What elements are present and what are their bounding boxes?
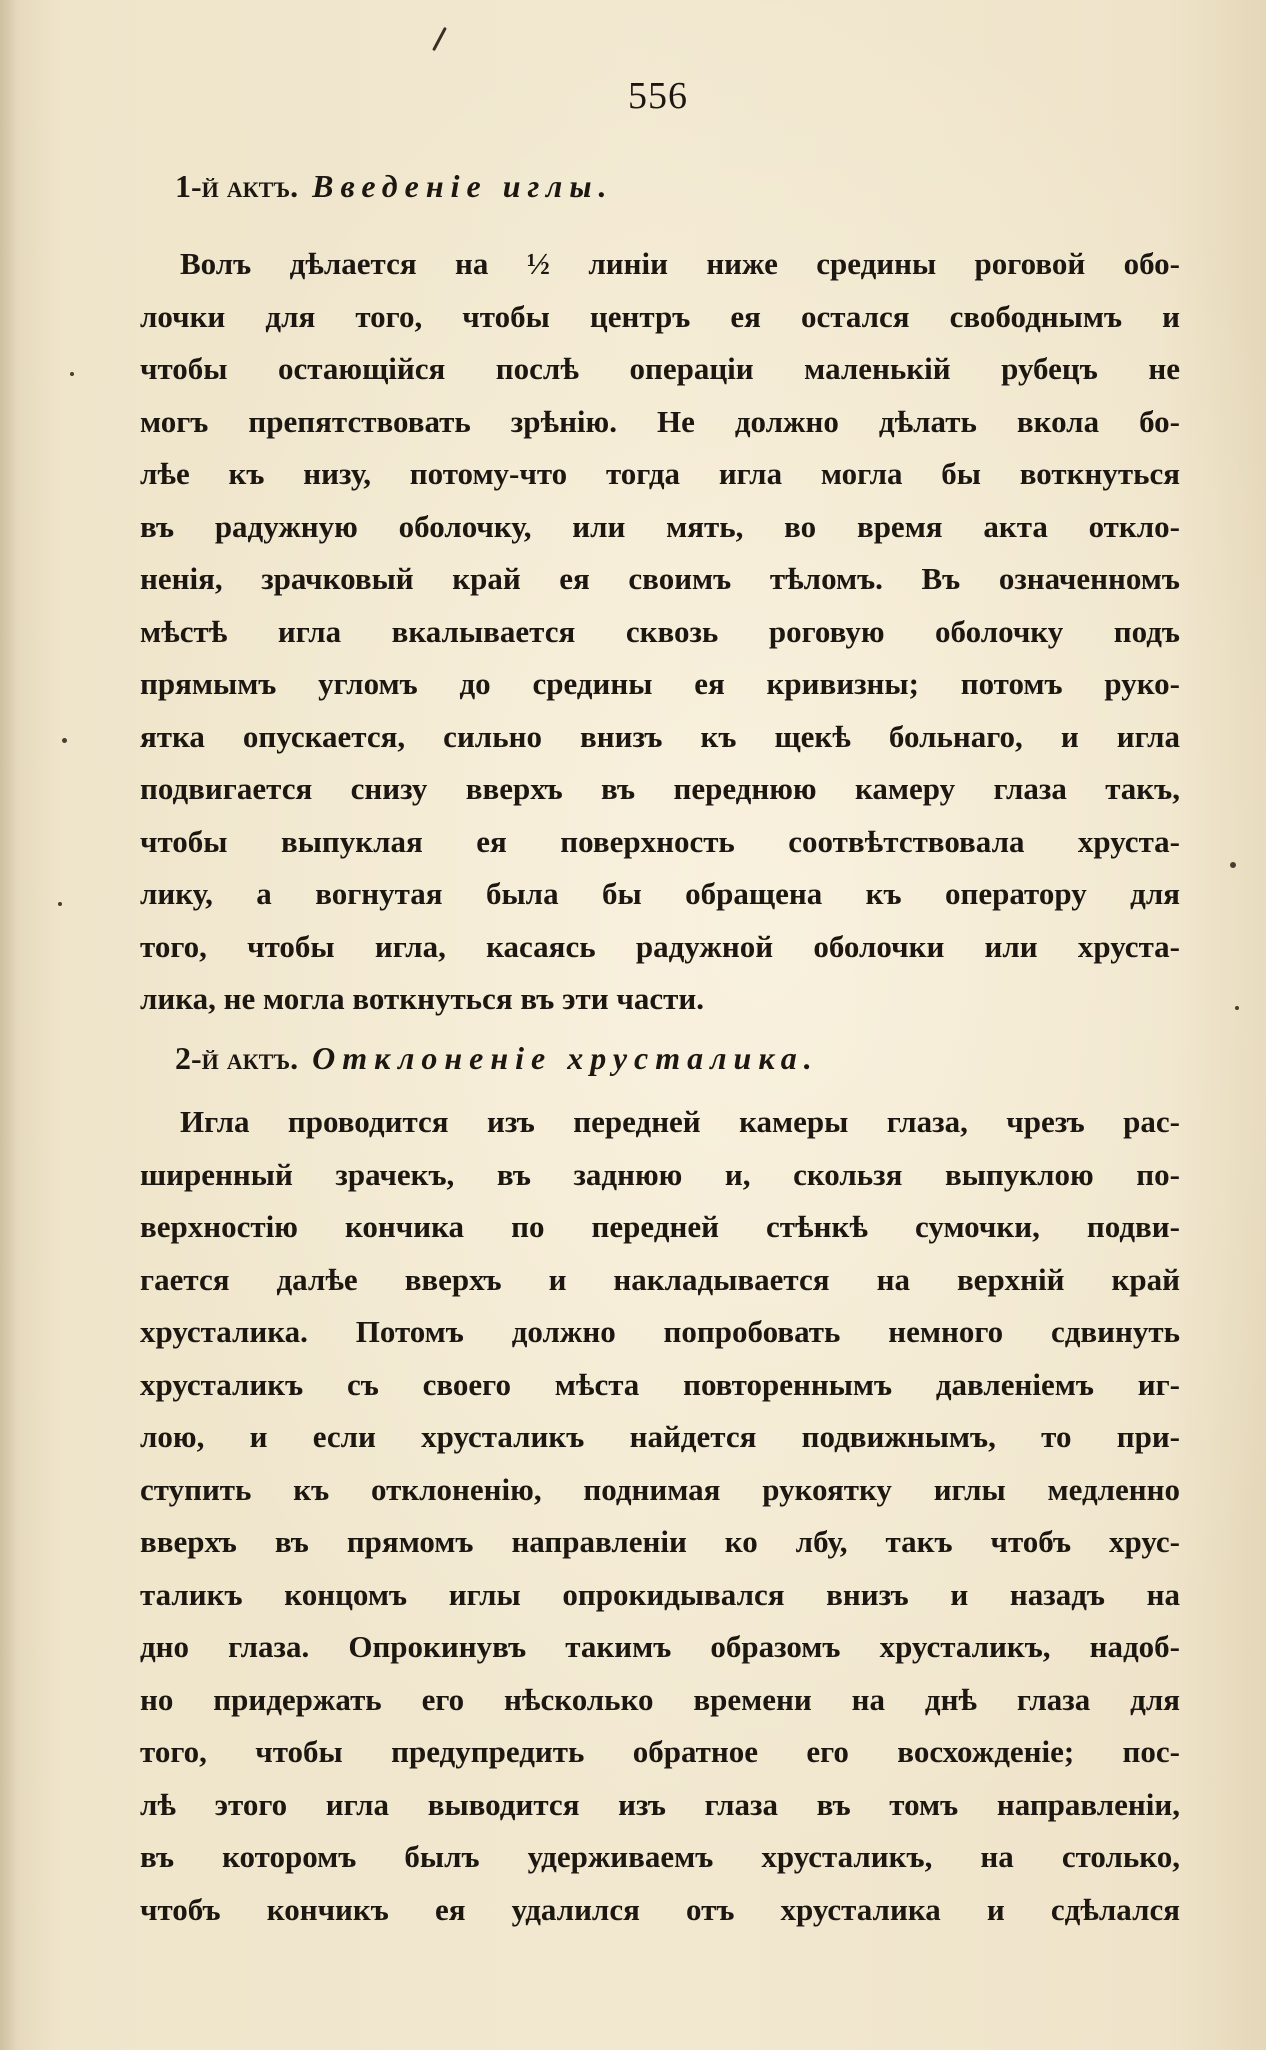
page-number: 556 <box>628 75 688 117</box>
section-1-body <box>140 238 1180 1026</box>
text-line: дно глаза. Опрокинувъ такимъ образомъ хрусталикъ, надоб- <box>140 1629 1180 1664</box>
text-line: чтобъ кончикъ ея удалился отъ хрусталика и сдѣлался <box>140 1891 1180 1927</box>
text-line: хрусталика. Потомъ должно попробовать немного сдвинуть <box>140 1314 1180 1349</box>
paper-speck <box>1235 1006 1239 1010</box>
text-line: лочки для того, чтобы центръ ея остался свободнымъ и <box>140 298 1180 334</box>
text-line: верхностію кончика по передней стѣнкѣ сумочки, подви- <box>140 1209 1180 1244</box>
text-line: прямымъ угломъ до средины ея кривизны; потомъ руко- <box>140 666 1180 701</box>
text-line: того, чтобы игла, касаясь радужной оболочки или хруста- <box>140 928 1180 964</box>
text-line: Игла проводится изъ передней камеры глаза, чрезъ рас- <box>180 1104 1180 1139</box>
text-line: въ радужную оболочку, или мять, во время акта откло- <box>140 508 1180 544</box>
paper-speck <box>58 902 62 906</box>
section-1-heading <box>175 168 614 205</box>
text-line: ширенный зрачекъ, въ заднюю и, скользя выпуклою по- <box>140 1156 1180 1192</box>
text-line: лика, не могла воткнуться въ эти части. <box>140 981 704 1016</box>
paper-speck <box>70 372 74 376</box>
text-line: но придержать его нѣсколько времени на днѣ глаза для <box>140 1681 1180 1717</box>
section-2-body <box>140 1096 1180 1936</box>
text-line: хрусталикъ съ своего мѣста повтореннымъ давленіемъ иг- <box>140 1366 1180 1402</box>
text-line: лѣ этого игла выводится изъ глаза въ томъ направленіи, <box>140 1786 1180 1822</box>
text-line: ненія, зрачковый край ея своимъ тѣломъ. Въ означенномъ <box>140 561 1180 596</box>
text-line: лику, а вогнутая была бы обращена къ оператору для <box>140 876 1180 911</box>
text-line: ятка опускается, сильно внизъ къ щекѣ больнаго, и игла <box>140 718 1180 754</box>
section-1-title: Введеніе иглы. <box>312 168 614 204</box>
text-line: таликъ концомъ иглы опрокидывался внизъ и назадъ на <box>140 1576 1180 1612</box>
text-line: лѣе къ низу, потому-что тогда игла могла бы воткнуться <box>140 456 1180 491</box>
text-line: подвигается снизу вверхъ въ переднюю камеру глаза такъ, <box>140 771 1180 806</box>
text-line: Волъ дѣлается на ½ линіи ниже средины роговой обо- <box>180 246 1180 281</box>
section-1-label: 1-й актъ. <box>175 168 299 204</box>
text-line: чтобы остающійся послѣ операціи маленькій рубецъ не <box>140 351 1180 386</box>
paper-speck <box>1230 862 1236 868</box>
text-line: лою, и если хрусталикъ найдется подвижнымъ, то при- <box>140 1419 1180 1454</box>
text-line: могъ препятствовать зрѣнію. Не должно дѣлать вкола бо- <box>140 403 1180 439</box>
text-line: чтобы выпуклая ея поверхность соотвѣтствовала хруста- <box>140 823 1180 859</box>
text-line: мѣстѣ игла вкалывается сквозь роговую оболочку подъ <box>140 613 1180 649</box>
paper-speck <box>62 738 67 743</box>
section-2-heading <box>175 1040 819 1077</box>
pencil-mark <box>432 27 447 51</box>
section-2-label: 2-й актъ. <box>175 1040 299 1076</box>
text-line: гается далѣе вверхъ и накладывается на верхній край <box>140 1261 1180 1297</box>
text-line: того, чтобы предупредить обратное его восхожденіе; пос- <box>140 1734 1180 1769</box>
section-2-title: Отклоненіе хрусталика. <box>312 1040 819 1076</box>
text-line: въ которомъ былъ удерживаемъ хрусталикъ, на столько, <box>140 1839 1180 1874</box>
text-line: ступить къ отклоненію, поднимая рукоятку иглы медленно <box>140 1471 1180 1507</box>
text-line: вверхъ въ прямомъ направленіи ко лбу, такъ чтобъ хрус- <box>140 1524 1180 1559</box>
